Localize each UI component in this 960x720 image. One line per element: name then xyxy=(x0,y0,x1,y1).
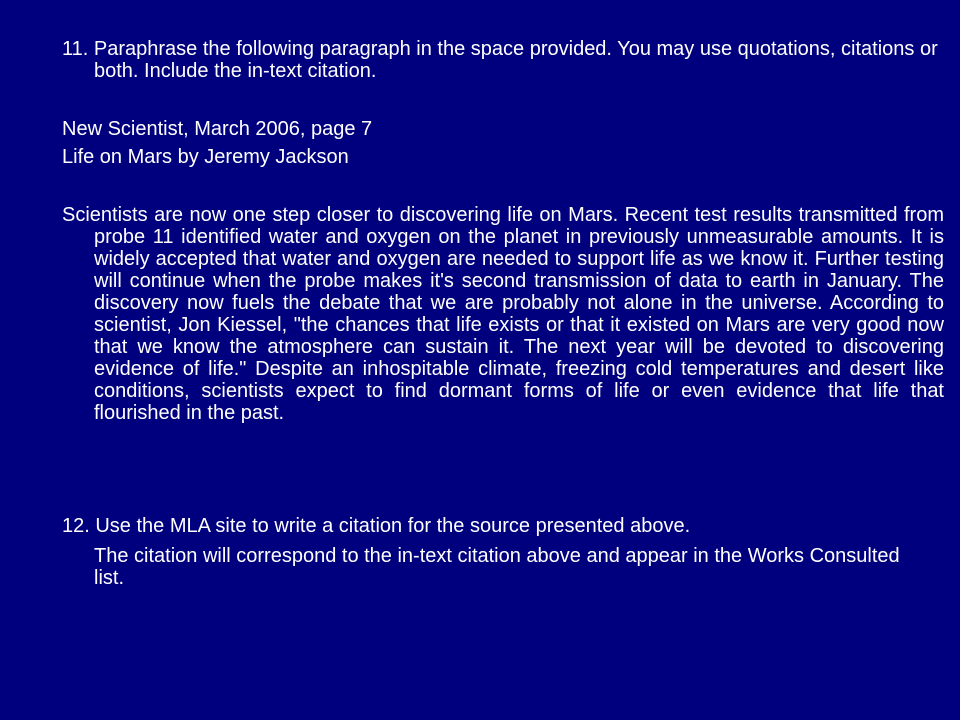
source-title-author: Life on Mars by Jeremy Jackson xyxy=(62,146,349,168)
source-publication: New Scientist, March 2006, page 7 xyxy=(62,118,373,140)
question-12: 12. Use the MLA site to write a citation for the source presented above. xyxy=(62,515,691,537)
source-passage: Scientists are now one step closer to discovering life on Mars. Recent test results transmitted from probe 11 identified water and oxygen on the planet in previously unmeasurable amounts. It is widely accepted that water and oxygen are needed to support life as we know it. Further testing will continue when the probe makes it's second transmission of data to earth in January. The discovery now fuels the debate that we are probably not alone in the universe. According to scientist, Jon Kiessel, "the chances that life exists or that it existed on Mars are very good now that we know the atmosphere can sustain it. The next year will be devoted to discovering evidence of life." Despite an inhospitable climate, freezing cold temperatures and desert like conditions, scientists expect to find dormant forms of life or even evidence that life that flourished in the past. xyxy=(62,204,944,424)
question-11: 11. Paraphrase the following paragraph in the space provided. You may use quotations, citations or both. Include the in-text citation. xyxy=(62,38,938,82)
question-12-note: The citation will correspond to the in-text citation above and appear in the Works Consulted list. xyxy=(94,545,900,589)
